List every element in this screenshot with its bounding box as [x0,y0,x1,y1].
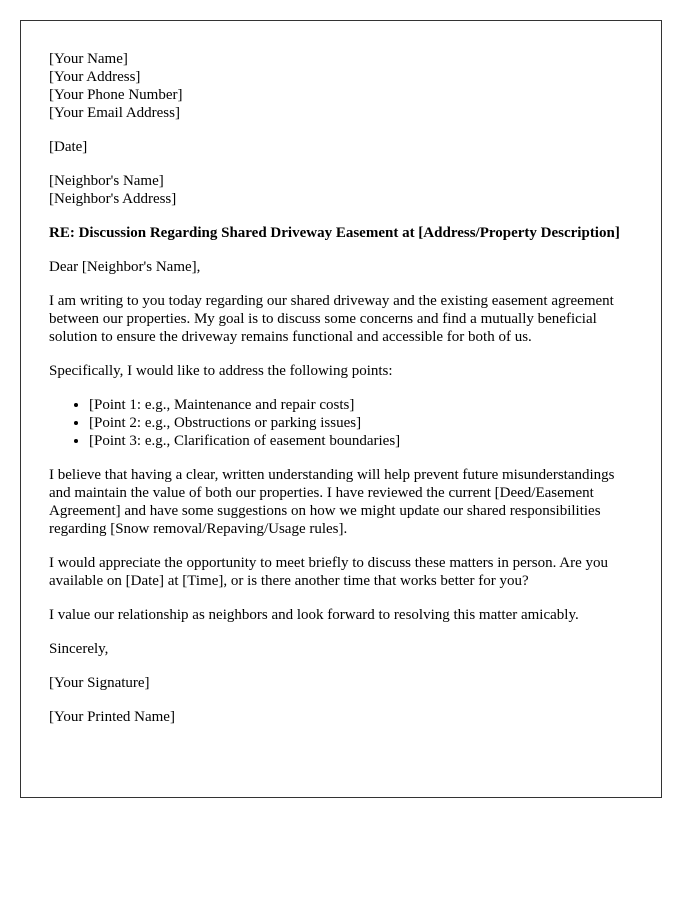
sender-name: [Your Name] [49,51,128,67]
points-intro-paragraph: Specifically, I would like to address the following points: [49,363,393,379]
meeting-paragraph: I would appreciate the opportunity to meet briefly to discuss these matters in person. Are you available on [Date] at [Time], or is there another time that works better for you? [49,555,609,589]
recipient-block [49,172,633,208]
understanding-paragraph: I believe that having a clear, written understanding will help prevent future misunderstandings and maintain the value of both our properties. I have reviewed the current [Deed/Easement Agreement] and have some suggestions on how we might update our shared responsibilities regarding [Snow removal/Repaving/Usage rules]. [49,467,615,537]
recipient-address: [Neighbor's Address] [49,191,177,207]
list-item: • [Point 2: e.g., Obstructions or parking issues] [89,414,633,432]
closing-salutation: Sincerely, [49,641,109,657]
closing-note-paragraph: I value our relationship as neighbors and look forward to resolving this matter amicably. [49,607,579,623]
points-list [49,396,633,450]
salutation: Dear [Neighbor's Name], [49,259,201,275]
sender-address: [Your Address] [49,69,141,85]
sender-block [49,50,633,122]
letter-page [20,20,662,798]
subject-line: RE: Discussion Regarding Shared Driveway Easement at [Address/Property Description] [49,225,620,241]
list-item: • [Point 1: e.g., Maintenance and repair costs] [89,396,633,414]
date-line: [Date] [49,139,88,155]
intro-paragraph: I am writing to you today regarding our shared driveway and the existing easement agreement between our properties. My goal is to discuss some concerns and find a mutually beneficial solution to ensure the driveway remains functional and accessible for both of us. [49,293,614,345]
recipient-name: [Neighbor's Name] [49,173,164,189]
printed-name-line: [Your Printed Name] [49,709,175,725]
list-item: • [Point 3: e.g., Clarification of easement boundaries] [89,432,633,450]
signature-line: [Your Signature] [49,675,150,691]
sender-phone: [Your Phone Number] [49,87,183,103]
sender-email: [Your Email Address] [49,105,180,121]
